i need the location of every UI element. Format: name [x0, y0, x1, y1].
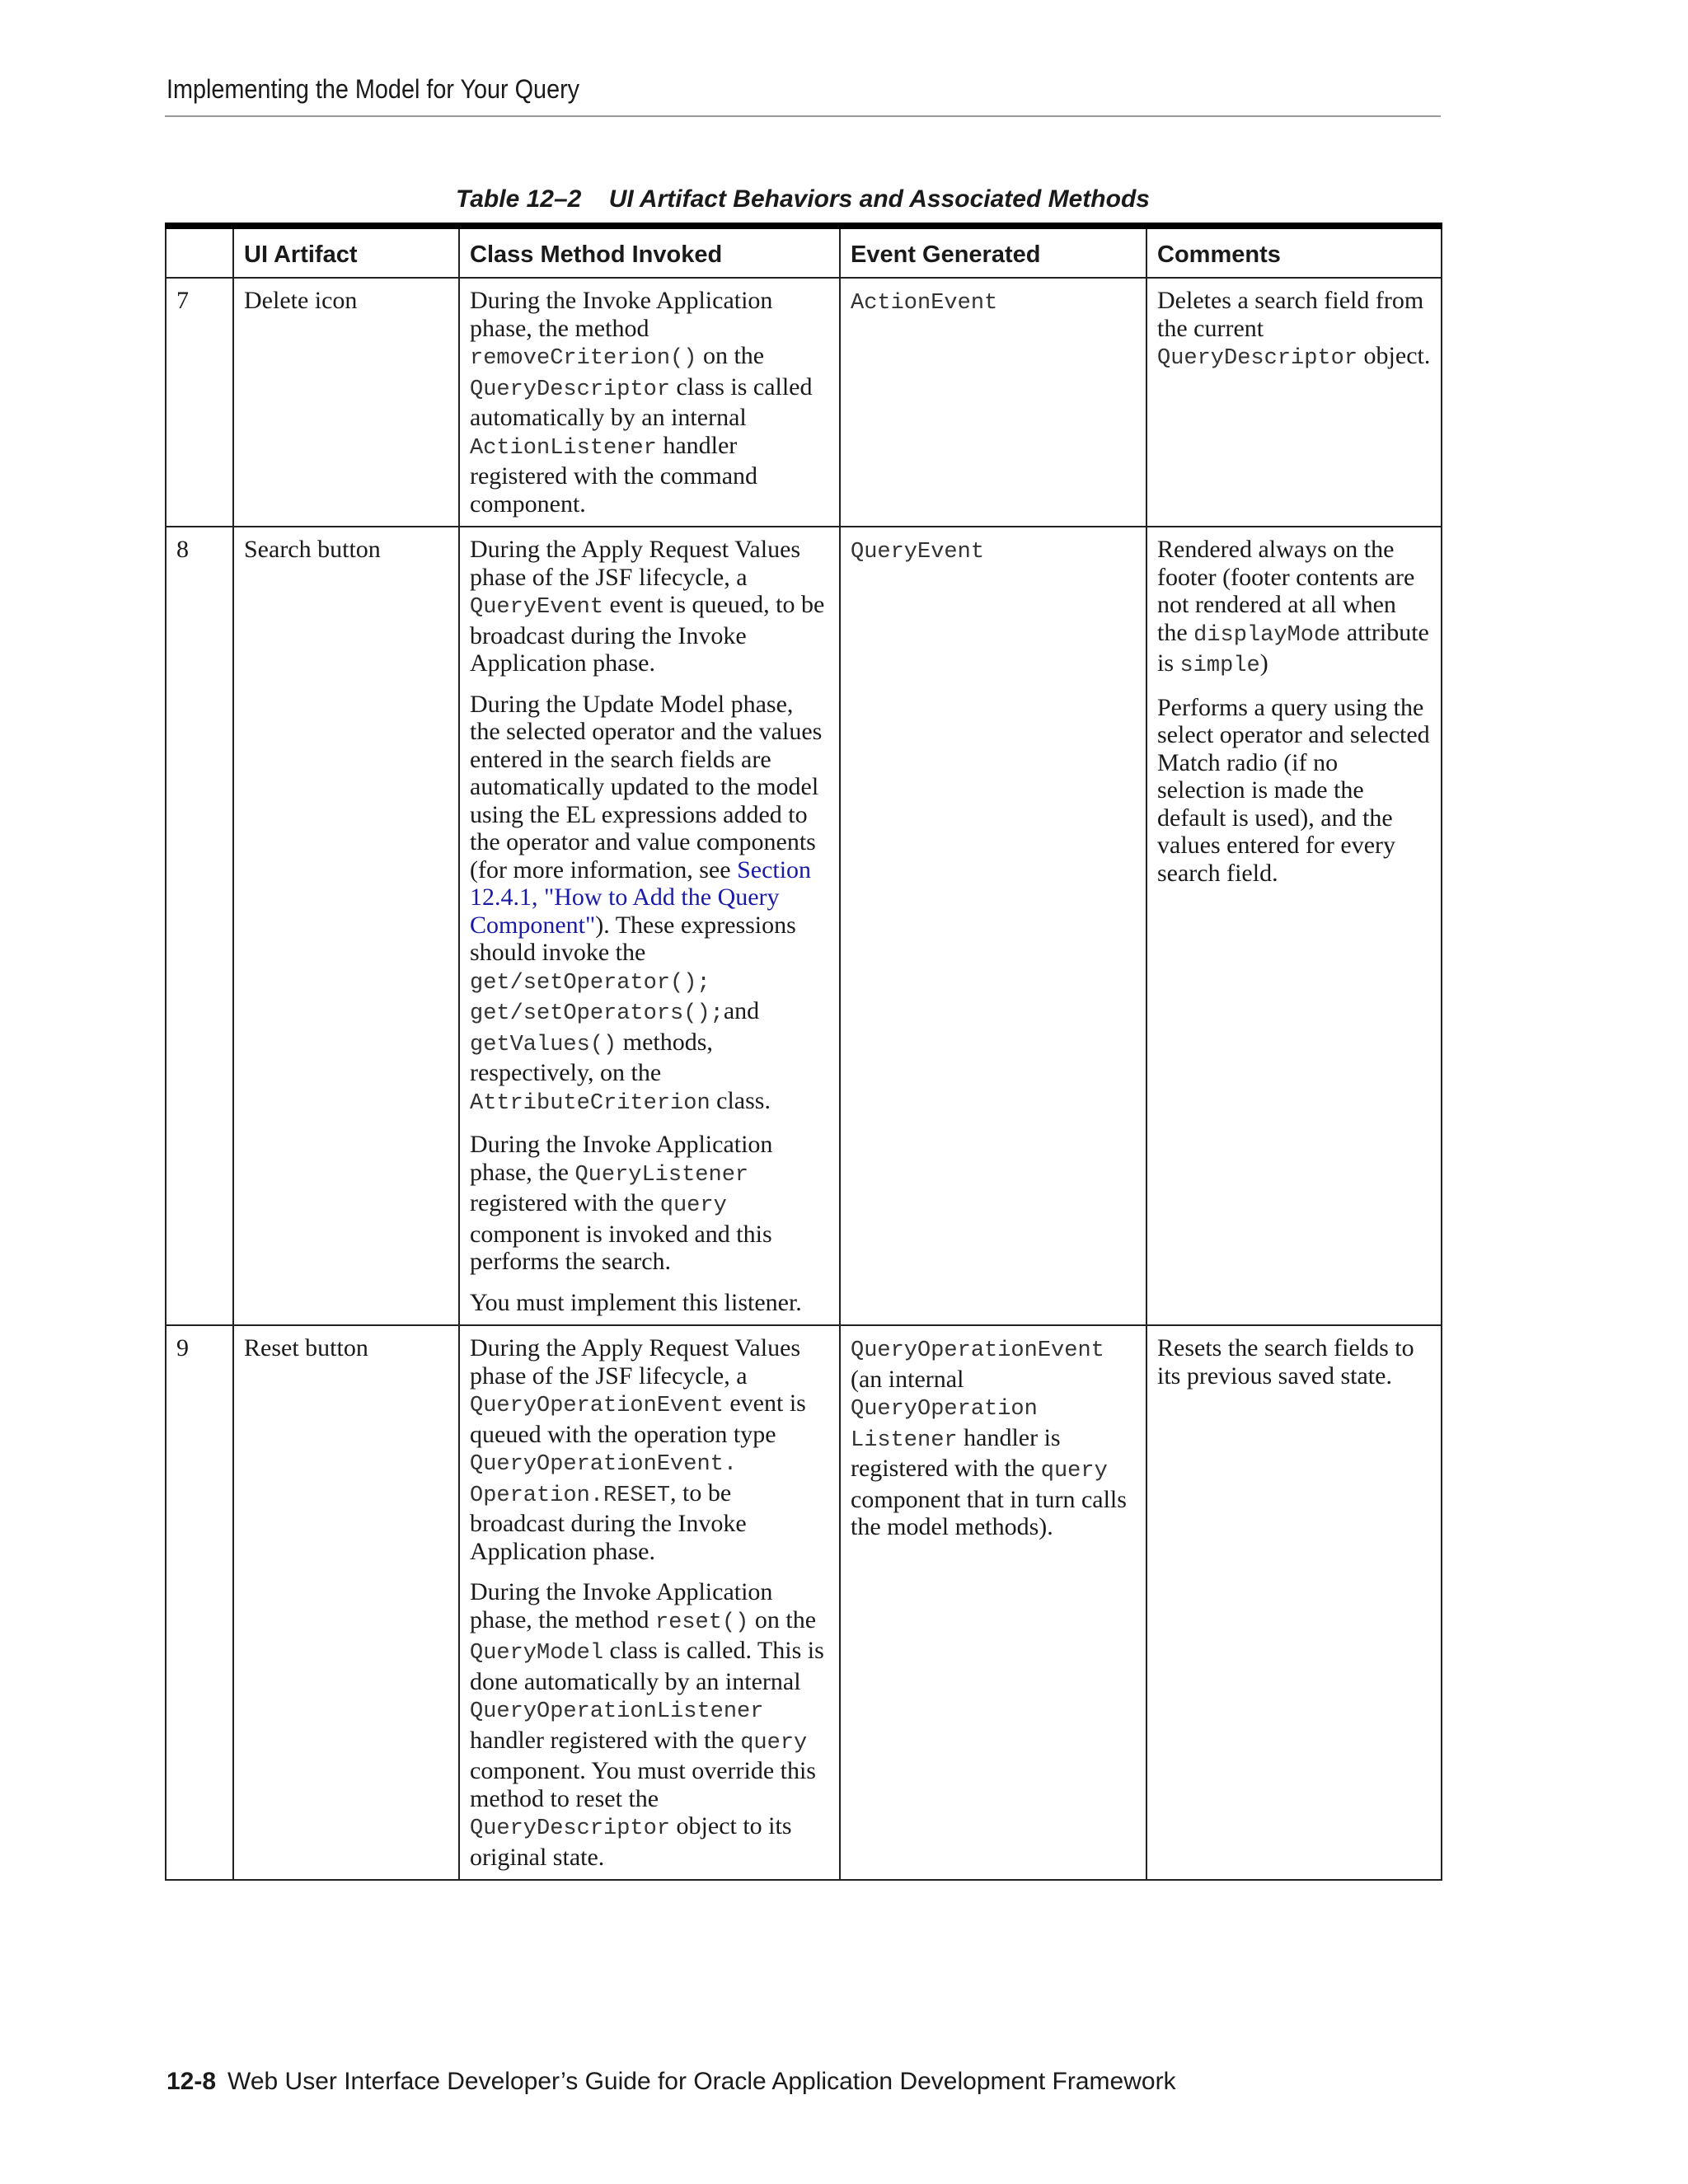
event-name: QueryOperationEvent: [851, 1338, 1104, 1363]
header-number: [166, 226, 233, 278]
method-paragraph: During the Apply Request Values phase of the JSF lifecycle, a QueryOperationEvent event is queued with the operation type QueryOperationEvent. Operation.RESET, to be broadcast during the Invoke Application phase.: [470, 1334, 806, 1565]
header-ui-artifact: UI Artifact: [233, 226, 459, 278]
page-number: 12-8: [166, 2068, 217, 2095]
section-link-12-4-1[interactable]: Section 12.4.1, "How to Add the Query Component": [470, 855, 812, 939]
table-caption: [165, 183, 1441, 216]
page-footer: [166, 2065, 1176, 2098]
method-paragraph: You must implement this listener.: [470, 1288, 802, 1316]
method-paragraph: During the Invoke Application phase, the QueryListener registered with the query component is invoked and this performs the search.: [470, 1131, 773, 1275]
comment-paragraph: Performs a query using the select operator and selected Match radio (if no selection is made the default is used), and the values entered for every search field.: [1157, 693, 1430, 887]
event-name: ActionEvent: [851, 291, 998, 316]
comment-paragraph: Resets the search fields to its previous saved state.: [1157, 1334, 1414, 1390]
method-paragraph: During the Invoke Application phase, the method reset() on the QueryModel class is called. This is done automatically by an internal QueryOperationListener handler registered with the query component. You must override this method to reset the QueryDescriptor object to its original state.: [470, 1578, 824, 1871]
comment-paragraph: Deletes a search field from the current QueryDescriptor object.: [1157, 287, 1431, 371]
header-class-method-invoked: Class Method Invoked: [459, 226, 840, 278]
row-number: 7: [166, 278, 233, 527]
row-number: 9: [166, 1325, 233, 1880]
comments-cell: [1146, 278, 1442, 527]
header-rule: [165, 115, 1441, 117]
table-row-9: [166, 1325, 1442, 1880]
ui-artifact-cell: Search button: [233, 527, 459, 1325]
table-caption-title: UI Artifact Behaviors and Associated Methods: [608, 185, 1150, 213]
class-method-cell: [459, 1325, 840, 1880]
event-name: QueryEvent: [851, 540, 985, 565]
table-caption-number: Table 12–2: [456, 185, 582, 213]
class-method-cell: [459, 278, 840, 527]
comments-cell: [1146, 1325, 1442, 1880]
header-event-generated: Event Generated: [840, 226, 1146, 278]
ui-artifact-cell: Reset button: [233, 1325, 459, 1880]
class-method-cell: [459, 527, 840, 1325]
row-number: 8: [166, 527, 233, 1325]
event-generated-cell: [840, 1325, 1146, 1880]
event-paragraph: QueryOperationEvent (an internal QueryOperation Listener handler is registered with the query component that in turn calls the model methods).: [851, 1338, 1127, 1540]
event-generated-cell: [840, 527, 1146, 1325]
method-paragraph: During the Update Model phase, the selected operator and the values entered in the search fields are automatically updated to the model using the EL expressions added to the operator and value components (for more information, see Section 12.4.1, "How to Add the Query Component"). These expressions should invoke the get/setOperator(); get/setOperators();and getValues() methods, respectively, on the AttributeCriterion class.: [470, 690, 823, 1116]
header-comments: Comments: [1146, 226, 1442, 278]
comment-paragraph: Rendered always on the footer (footer contents are not rendered at all when the displayMode attribute is simple): [1157, 536, 1429, 678]
table-row-7: [166, 278, 1442, 527]
table-header-row: [166, 226, 1442, 278]
ui-artifact-cell: Delete icon: [233, 278, 459, 527]
running-header: Implementing the Model for Your Query: [166, 74, 580, 104]
method-paragraph: During the Invoke Application phase, the method removeCriterion() on the QueryDescriptor class is called automatically by an internal ActionListener handler registered with the command component.: [470, 287, 813, 518]
artifact-behaviors-table: [165, 223, 1442, 1881]
method-paragraph: During the Apply Request Values phase of the JSF lifecycle, a QueryEvent event is queued, to be broadcast during the Invoke Application phase.: [470, 536, 825, 677]
comments-cell: [1146, 527, 1442, 1325]
event-generated-cell: [840, 278, 1146, 527]
book-title: Web User Interface Developer’s Guide for Oracle Application Development Framework: [227, 2068, 1176, 2095]
table-row-8: [166, 527, 1442, 1325]
